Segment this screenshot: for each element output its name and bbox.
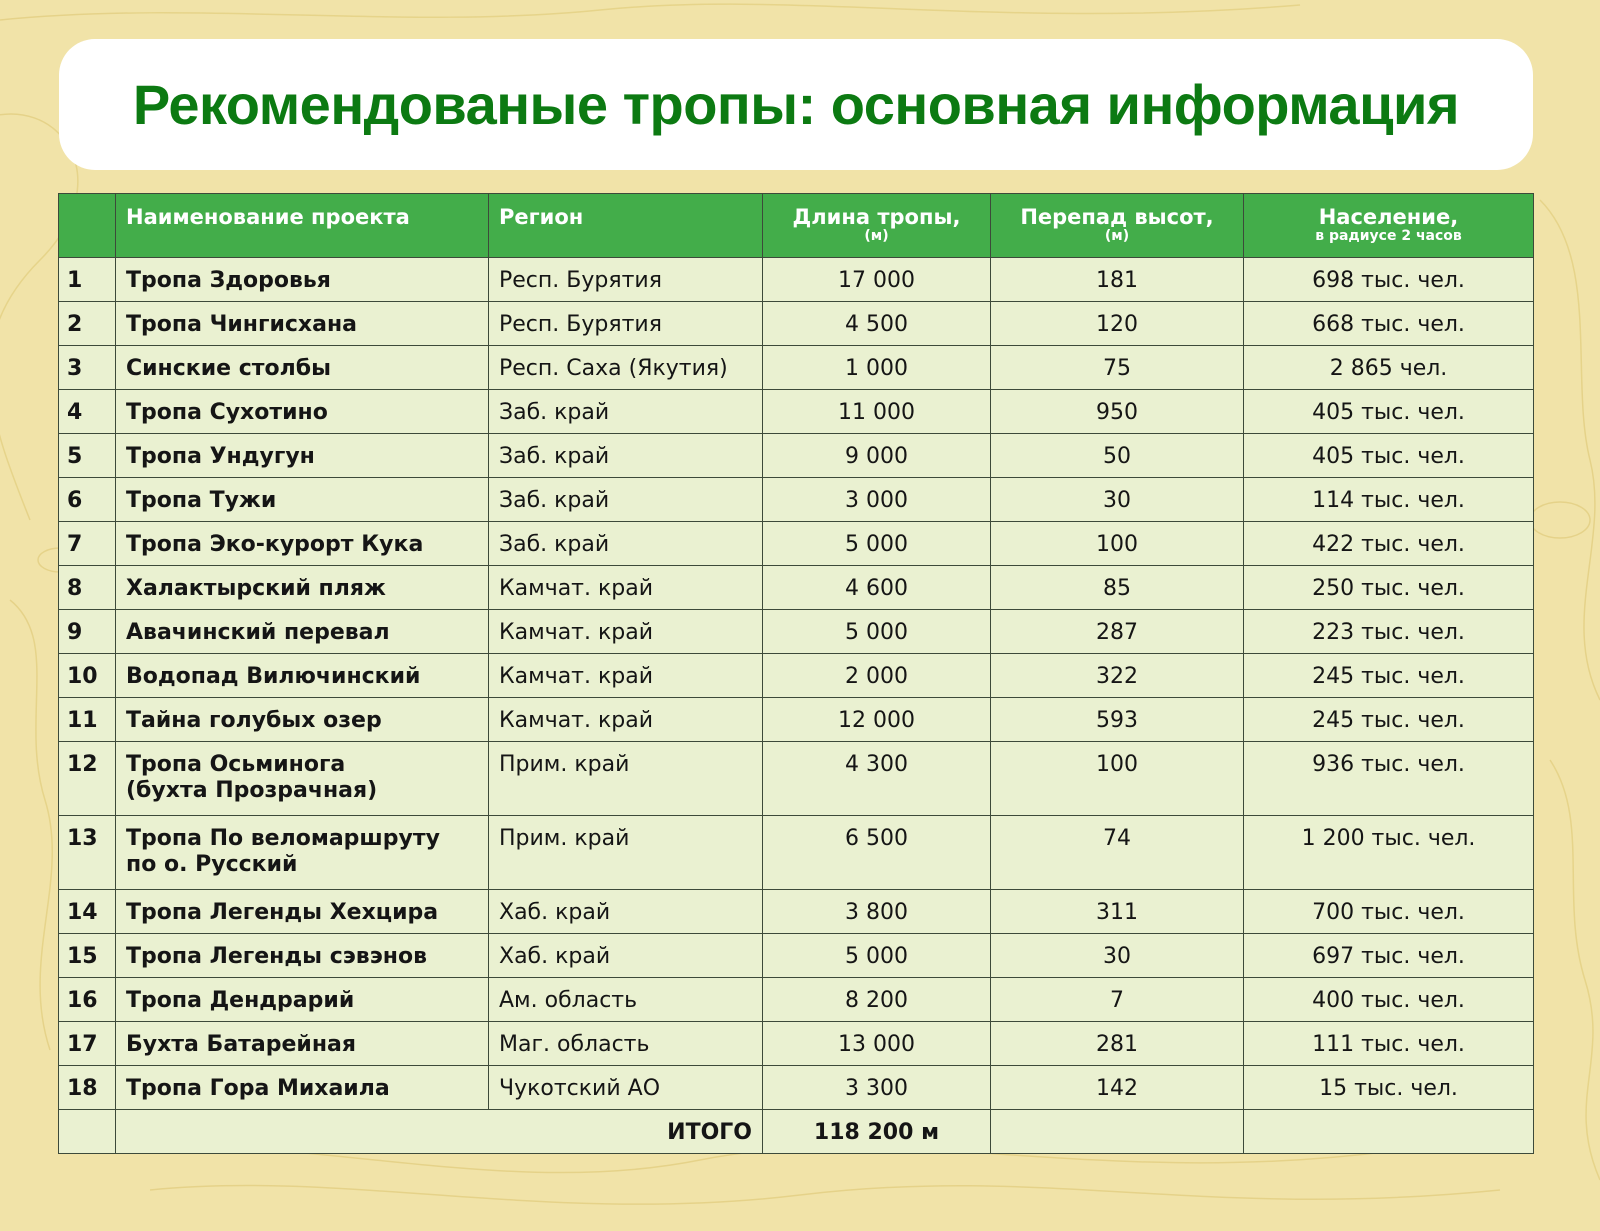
population-cell: 700 тыс. чел. <box>1244 890 1534 934</box>
elevation-cell: 322 <box>991 654 1244 698</box>
row-number: 2 <box>59 302 116 346</box>
length-cell: 4 600 <box>763 566 991 610</box>
table-row <box>59 566 1534 610</box>
table-row <box>59 1066 1534 1110</box>
total-empty-elevation <box>991 1110 1244 1154</box>
total-empty-number <box>59 1110 116 1154</box>
region-cell: Маг. область <box>489 1022 763 1066</box>
row-number: 13 <box>59 816 116 890</box>
page-title: Рекомендованые тропы: основная информация <box>132 73 1460 136</box>
trail-name <box>116 390 489 434</box>
trail-name <box>116 610 489 654</box>
header-population <box>1244 194 1534 258</box>
trail-name-line: Тропа Эко-курорт Кука <box>126 532 424 557</box>
population-cell: 422 тыс. чел. <box>1244 522 1534 566</box>
length-cell: 6 500 <box>763 816 991 890</box>
trail-name <box>116 522 489 566</box>
header-project-name-label: Наименование проекта <box>126 205 410 229</box>
length-cell: 4 500 <box>763 302 991 346</box>
trail-name <box>116 890 489 934</box>
population-cell: 400 тыс. чел. <box>1244 978 1534 1022</box>
region-cell: Камчат. край <box>489 698 763 742</box>
length-cell: 5 000 <box>763 522 991 566</box>
region-cell: Камчат. край <box>489 610 763 654</box>
row-number: 1 <box>59 258 116 302</box>
trail-name-line: Халактырский пляж <box>126 576 386 601</box>
table-row <box>59 934 1534 978</box>
total-row <box>59 1110 1534 1154</box>
total-label: ИТОГО <box>116 1110 763 1154</box>
trail-name <box>116 698 489 742</box>
trail-name-line: Водопад Вилючинский <box>126 664 421 689</box>
elevation-cell: 950 <box>991 390 1244 434</box>
population-cell: 405 тыс. чел. <box>1244 434 1534 478</box>
row-number: 12 <box>59 742 116 816</box>
header-length-label: Длина тропы, <box>792 205 961 229</box>
length-cell: 13 000 <box>763 1022 991 1066</box>
header-number <box>59 194 116 258</box>
elevation-cell: 100 <box>991 742 1244 816</box>
length-cell: 3 300 <box>763 1066 991 1110</box>
elevation-cell: 181 <box>991 258 1244 302</box>
trail-name <box>116 258 489 302</box>
table-row <box>59 258 1534 302</box>
length-cell: 1 000 <box>763 346 991 390</box>
population-cell: 698 тыс. чел. <box>1244 258 1534 302</box>
population-cell: 697 тыс. чел. <box>1244 934 1534 978</box>
trail-name-line: Тайна голубых озер <box>126 708 382 733</box>
population-cell: 114 тыс. чел. <box>1244 478 1534 522</box>
row-number: 10 <box>59 654 116 698</box>
length-cell: 5 000 <box>763 934 991 978</box>
region-cell: Камчат. край <box>489 566 763 610</box>
elevation-cell: 311 <box>991 890 1244 934</box>
length-cell: 2 000 <box>763 654 991 698</box>
row-number: 14 <box>59 890 116 934</box>
region-cell: Респ. Бурятия <box>489 258 763 302</box>
elevation-cell: 7 <box>991 978 1244 1022</box>
elevation-cell: 287 <box>991 610 1244 654</box>
row-number: 16 <box>59 978 116 1022</box>
elevation-cell: 120 <box>991 302 1244 346</box>
row-number: 9 <box>59 610 116 654</box>
region-cell: Камчат. край <box>489 654 763 698</box>
row-number: 4 <box>59 390 116 434</box>
header-population-unit: в радиусе 2 часов <box>1315 228 1462 244</box>
trail-name-line: по о. Русский <box>126 852 298 877</box>
header-region-label: Регион <box>499 205 584 229</box>
trail-name <box>116 742 489 816</box>
trail-name-line: Тропа Гора Михаила <box>126 1076 390 1101</box>
trail-name-line: (бухта Прозрачная) <box>126 778 378 803</box>
header-population-label: Население, <box>1318 205 1459 229</box>
trail-name-line: Тропа Легенды Хехцира <box>126 900 439 925</box>
trail-name <box>116 346 489 390</box>
trail-name <box>116 434 489 478</box>
header-elevation-unit: (м) <box>1104 228 1130 244</box>
row-number: 11 <box>59 698 116 742</box>
length-cell: 5 000 <box>763 610 991 654</box>
row-number: 15 <box>59 934 116 978</box>
table-row <box>59 390 1534 434</box>
table-row <box>59 522 1534 566</box>
table-row <box>59 1022 1534 1066</box>
trail-name-line: Тропа Сухотино <box>126 400 328 425</box>
trail-name <box>116 934 489 978</box>
trail-name-line: Бухта Батарейная <box>126 1032 357 1057</box>
length-cell: 17 000 <box>763 258 991 302</box>
trail-name <box>116 978 489 1022</box>
trail-name <box>116 1066 489 1110</box>
table-row <box>59 816 1534 890</box>
region-cell: Ам. область <box>489 978 763 1022</box>
trail-name <box>116 1022 489 1066</box>
population-cell: 245 тыс. чел. <box>1244 654 1534 698</box>
table-row <box>59 890 1534 934</box>
region-cell: Хаб. край <box>489 890 763 934</box>
elevation-cell: 30 <box>991 478 1244 522</box>
trail-name-line: Авачинский перевал <box>126 620 390 645</box>
total-empty-population <box>1244 1110 1534 1154</box>
region-cell: Хаб. край <box>489 934 763 978</box>
length-cell: 4 300 <box>763 742 991 816</box>
length-cell: 12 000 <box>763 698 991 742</box>
trail-name-line: Тропа Дендрарий <box>126 988 355 1013</box>
table-row <box>59 610 1534 654</box>
table-row <box>59 434 1534 478</box>
region-cell: Заб. край <box>489 478 763 522</box>
length-cell: 9 000 <box>763 434 991 478</box>
trail-name <box>116 566 489 610</box>
length-cell: 8 200 <box>763 978 991 1022</box>
region-cell: Прим. край <box>489 742 763 816</box>
trail-name-line: Тропа Осьминога <box>126 752 346 777</box>
elevation-cell: 593 <box>991 698 1244 742</box>
header-project-name <box>116 194 489 258</box>
table-header <box>59 194 1534 258</box>
table-row <box>59 346 1534 390</box>
elevation-cell: 281 <box>991 1022 1244 1066</box>
elevation-cell: 75 <box>991 346 1244 390</box>
region-cell: Заб. край <box>489 390 763 434</box>
trail-name-line: Тропа Тужи <box>126 488 277 513</box>
row-number: 5 <box>59 434 116 478</box>
elevation-cell: 100 <box>991 522 1244 566</box>
table-row <box>59 478 1534 522</box>
row-number: 7 <box>59 522 116 566</box>
trail-name <box>116 478 489 522</box>
total-length-value: 118 200 м <box>763 1110 991 1154</box>
region-cell: Заб. край <box>489 434 763 478</box>
row-number: 8 <box>59 566 116 610</box>
elevation-cell: 50 <box>991 434 1244 478</box>
table-row <box>59 742 1534 816</box>
population-cell: 223 тыс. чел. <box>1244 610 1534 654</box>
population-cell: 405 тыс. чел. <box>1244 390 1534 434</box>
population-cell: 111 тыс. чел. <box>1244 1022 1534 1066</box>
table-row <box>59 698 1534 742</box>
trail-name <box>116 654 489 698</box>
elevation-cell: 74 <box>991 816 1244 890</box>
population-cell: 250 тыс. чел. <box>1244 566 1534 610</box>
length-cell: 3 000 <box>763 478 991 522</box>
population-cell: 15 тыс. чел. <box>1244 1066 1534 1110</box>
population-cell: 2 865 чел. <box>1244 346 1534 390</box>
header-length-unit: (м) <box>864 228 889 244</box>
trail-name-line: Тропа Чингисхана <box>126 312 357 337</box>
trail-name-line: Тропа Здоровья <box>126 268 331 293</box>
trail-name-line: Тропа Ундугун <box>126 444 315 469</box>
region-cell: Чукотский АО <box>489 1066 763 1110</box>
elevation-cell: 85 <box>991 566 1244 610</box>
header-elevation-label: Перепад высот, <box>1020 205 1214 229</box>
population-cell: 245 тыс. чел. <box>1244 698 1534 742</box>
length-cell: 3 800 <box>763 890 991 934</box>
table-row <box>59 978 1534 1022</box>
title-card <box>59 39 1533 170</box>
region-cell: Респ. Саха (Якутия) <box>489 346 763 390</box>
table-row <box>59 302 1534 346</box>
trail-name <box>116 816 489 890</box>
trail-name-line: Тропа Легенды сэвэнов <box>126 944 427 969</box>
region-cell: Заб. край <box>489 522 763 566</box>
header-elevation <box>991 194 1244 258</box>
region-cell: Прим. край <box>489 816 763 890</box>
trail-name <box>116 302 489 346</box>
row-number: 17 <box>59 1022 116 1066</box>
table-body <box>59 258 1534 1154</box>
header-region <box>489 194 763 258</box>
row-number: 6 <box>59 478 116 522</box>
length-cell: 11 000 <box>763 390 991 434</box>
row-number: 18 <box>59 1066 116 1110</box>
region-cell: Респ. Бурятия <box>489 302 763 346</box>
elevation-cell: 30 <box>991 934 1244 978</box>
header-length <box>763 194 991 258</box>
row-number: 3 <box>59 346 116 390</box>
elevation-cell: 142 <box>991 1066 1244 1110</box>
table-row <box>59 654 1534 698</box>
population-cell: 1 200 тыс. чел. <box>1244 816 1534 890</box>
population-cell: 936 тыс. чел. <box>1244 742 1534 816</box>
trail-name-line: Тропа По веломаршруту <box>126 826 440 851</box>
population-cell: 668 тыс. чел. <box>1244 302 1534 346</box>
trails-table <box>58 193 1534 1154</box>
trail-name-line: Синские столбы <box>126 356 332 381</box>
